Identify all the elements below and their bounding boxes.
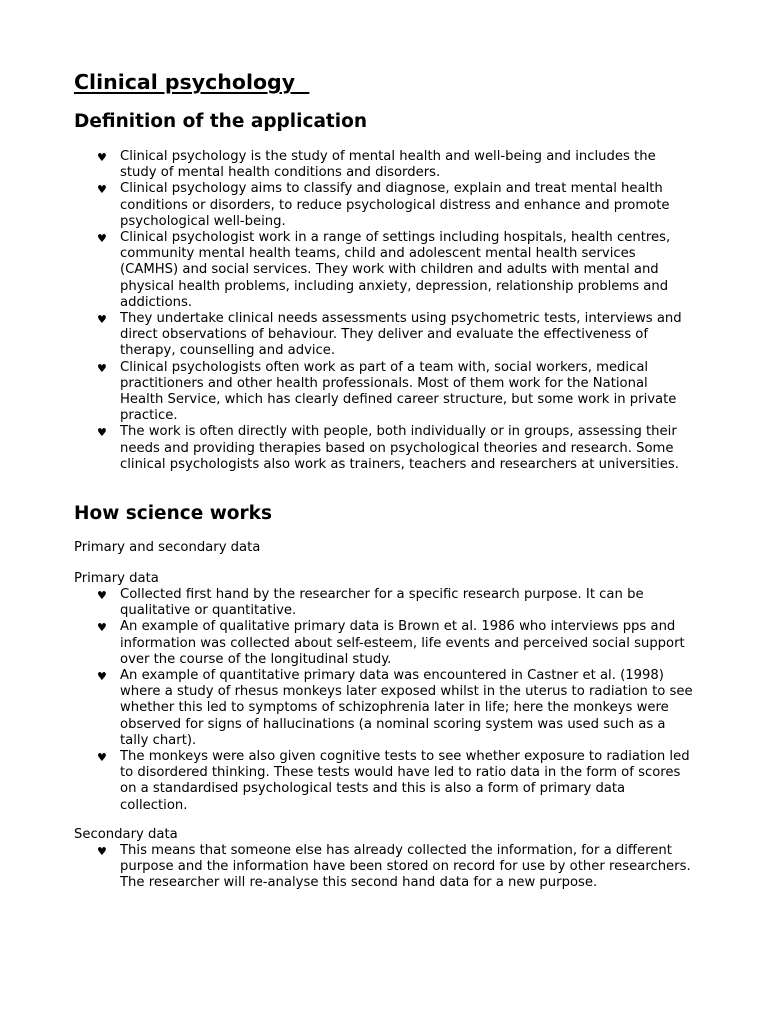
- heart-bullet-icon: ♥: [97, 232, 107, 246]
- list-item-text: An example of quantitative primary data was encountered in Castner et al. (1998) where a study of rhesus monkeys later exposed whilst in the uterus to radiation to see whether this led to symptoms of schizophrenia later in life; here the monkeys were observed for signs of hallucinations (a nominal scoring system was used such as a tally chart).: [120, 668, 693, 748]
- list-item: [0, 149, 695, 181]
- definition-bullet-list: [0, 149, 768, 473]
- list-item-text: This means that someone else has already collected the information, for a different purpose and the information have been stored on record for use by other researchers. The researcher will re-analyse this second hand data for a new purpose.: [120, 843, 691, 891]
- heart-bullet-icon: ♥: [97, 426, 107, 440]
- list-item: [0, 424, 695, 473]
- heart-bullet-icon: ♥: [97, 183, 107, 197]
- heart-bullet-icon: ♥: [97, 845, 107, 858]
- list-item-text: Collected first hand by the researcher for a specific research purpose. It can be qualitative or quantitative.: [120, 587, 644, 619]
- heart-bullet-icon: ♥: [97, 621, 107, 635]
- list-item-text: Clinical psychology aims to classify and diagnose, explain and treat mental health conditions or disorders, to reduce psychological distress and enhance and promote psychological well-being.: [120, 181, 670, 229]
- list-item-text: Clinical psychologist work in a range of settings including hospitals, health centres, community mental health teams, child and adolescent mental health services (CAMHS) and social services. They work with children and adults with mental and physical health problems, including anxiety, depression, relationship problems and addictions.: [120, 230, 671, 310]
- list-item: [0, 181, 695, 230]
- list-item: [0, 843, 695, 892]
- list-item-text: The work is often directly with people, both individually or in groups, assessing their needs and providing therapies based on psychological theories and research. Some clinical psychologists also work as trainers, teachers and researchers at universities.: [120, 424, 679, 472]
- heart-bullet-icon: ♥: [97, 361, 107, 375]
- heart-bullet-icon: ♥: [97, 670, 107, 684]
- science-intro: Primary and secondary data: [74, 540, 261, 555]
- list-item: [0, 587, 695, 619]
- heart-bullet-icon: ♥: [97, 151, 107, 164]
- list-item: [0, 619, 695, 668]
- list-item-text: Clinical psychologists often work as part of a team with, social workers, medical practitioners and other health professionals. Most of them work for the National Health Service, which has clearly defined career structure, but some work in private practice.: [120, 359, 677, 424]
- heart-bullet-icon: ♥: [97, 589, 107, 602]
- list-item: [0, 360, 695, 425]
- definition-heading: Definition of the application: [74, 111, 368, 132]
- secondary-data-bullet-list: [0, 843, 768, 892]
- list-item-text: Clinical psychology is the study of mental health and well-being and includes the study of mental health conditions and disorders.: [120, 149, 656, 181]
- list-item: [0, 668, 695, 749]
- list-item-text: They undertake clinical needs assessments using psychometric tests, interviews and direct observations of behaviour. They deliver and evaluate the effectiveness of therapy, counselling and advice.: [120, 311, 682, 359]
- secondary-data-label: Secondary data: [74, 827, 178, 842]
- page-title: Clinical psychology: [74, 70, 310, 94]
- list-item: [0, 749, 695, 814]
- science-heading: How science works: [74, 503, 272, 524]
- heart-bullet-icon: ♥: [97, 313, 107, 327]
- list-item: [0, 230, 695, 311]
- list-item-text: An example of qualitative primary data is Brown et al. 1986 who interviews pps and information was collected about self-esteem, life events and perceived social support over the course of the longitudinal study.: [120, 619, 685, 667]
- heart-bullet-icon: ♥: [97, 751, 107, 765]
- list-item-text: The monkeys were also given cognitive tests to see whether exposure to radiation led to disordered thinking. These tests would have led to ratio data in the form of scores on a standardised psychological tests and this is also a form of primary data collection.: [120, 749, 690, 813]
- primary-data-label: Primary data: [74, 571, 159, 586]
- primary-data-bullet-list: [0, 587, 768, 814]
- list-item: [0, 311, 695, 360]
